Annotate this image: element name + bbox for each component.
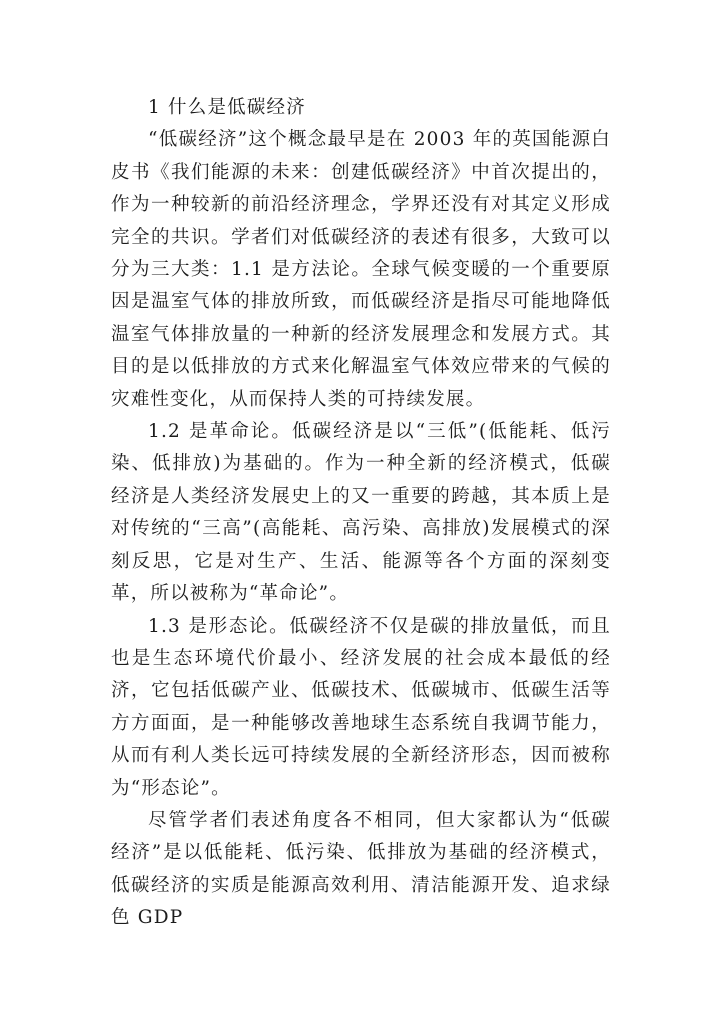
section-heading: 1 什么是低碳经济	[148, 97, 306, 118]
paragraph-consensus: 尽管学者们表述角度各不相同，但大家都认为“低碳经济”是以低能耗、低污染、低排放为基础的经济模式，低碳经济的实质是能源高效利用、清洁能源开发、追求绿色 GDP	[111, 809, 611, 929]
paragraph-definition: “低碳经济”这个概念最早是在 2003 年的英国能源白皮书《我们能源的未来：创建低碳经济》中首次提出的，作为一种较新的前沿经济理念，学界还没有对其定义形成完全的共识。学者们对低碳经济的表述有很多，大致可以分为三大类：1.1 是方法论。全球气候变暖的一个重要原因是温室气体的排放所致，而低碳经济是指尽可能地降低温室气体排放量的一种新的经济发展理念和发展方式。其目的是以低排放的方式来化解温室气体效应带来的气候的灾难性变化，从而保持人类的可持续发展。	[111, 129, 611, 410]
paragraph-revolution-theory: 1.2 是革命论。低碳经济是以“三低”(低能耗、低污染、低排放)为基础的。作为一种全新的经济模式，低碳经济是人类经济发展史上的又一重要的跨越，其本质上是对传统的“三高”(高能耗、高污染、高排放)发展模式的深刻反思，它是对生产、生活、能源等各个方面的深刻变革，所以被称为“革命论”。	[111, 421, 611, 605]
document-body	[111, 92, 611, 935]
paragraph-form-theory: 1.3 是形态论。低碳经济不仅是碳的排放量低，而且也是生态环境代价最小、经济发展的社会成本最低的经济，它包括低碳产业、低碳技术、低碳城市、低碳生活等方方面面，是一种能够改善地球生态系统自我调节能力，从而有利人类长远可持续发展的全新经济形态，因而被称为“形态论”。	[111, 615, 611, 799]
